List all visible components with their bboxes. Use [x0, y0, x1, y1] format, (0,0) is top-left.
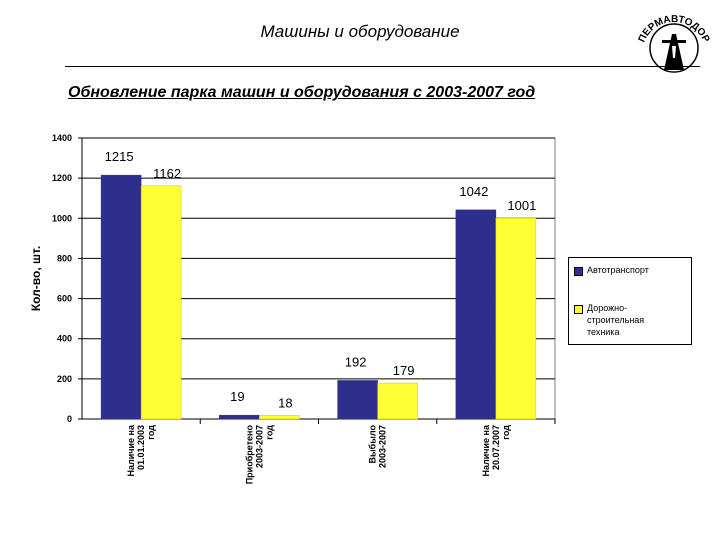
bar-road-machinery-2	[378, 383, 418, 419]
data-label: 1215	[104, 149, 134, 165]
y-tick-label: 200	[56, 373, 72, 384]
bar-autotransport-1	[219, 415, 259, 419]
x-tick-label: Выбыло	[367, 425, 378, 464]
y-tick-label: 800	[56, 253, 72, 264]
bar-road-machinery-3	[496, 218, 536, 419]
y-tick-label: 1000	[51, 213, 72, 224]
y-axis-label: Кол-во, шт.	[29, 245, 43, 312]
x-tick-label: год	[264, 425, 275, 440]
x-tick-label: Наличие на	[480, 425, 491, 477]
bar-road-machinery-0	[141, 186, 181, 419]
x-tick-label: год	[146, 425, 157, 440]
data-label: 179	[392, 363, 415, 379]
data-label: 1042	[459, 183, 489, 199]
legend-label-series-2-line-2: строительная	[587, 315, 645, 325]
x-tick-label: Наличие на	[126, 425, 137, 477]
x-tick-label: Приобретено	[244, 425, 255, 485]
legend-item-series-1	[587, 264, 685, 276]
data-label: 19	[230, 389, 245, 405]
bar-road-machinery-1	[259, 415, 299, 419]
y-tick-label: 400	[56, 333, 72, 344]
data-label: 18	[278, 395, 293, 411]
chart-title: Обновление парка машин и оборудования с 2003-2007 год	[68, 84, 536, 101]
legend-label-series-2-line-3: техника	[587, 327, 620, 337]
data-label: 192	[344, 354, 367, 370]
y-tick-label: 600	[56, 293, 72, 304]
bar-autotransport-3	[456, 210, 496, 419]
x-tick-label: 20.07.2007	[490, 425, 501, 471]
logo-text: ПЕРМАВТОДОР	[636, 13, 712, 45]
legend-item-series-2	[587, 302, 685, 338]
legend-label-series-2-line-1: Дорожно-	[587, 303, 628, 313]
y-tick-label: 0	[66, 414, 72, 424]
x-tick-label: год	[500, 425, 511, 440]
y-tick-label: 1200	[51, 173, 72, 184]
x-tick-label: 2003-2007	[377, 425, 388, 469]
bar-autotransport-2	[338, 380, 378, 419]
x-tick-label: 2003-2007	[254, 425, 265, 469]
y-tick-label: 1400	[51, 133, 72, 143]
legend-label-series-1: Автотранспорт	[587, 265, 649, 275]
legend-swatch-series-2	[574, 305, 583, 314]
bar-autotransport-0	[101, 175, 141, 419]
legend-swatch-series-1	[574, 267, 583, 276]
page-header-title: Машины и оборудование	[260, 22, 460, 41]
x-tick-label: 01.01.2003	[136, 425, 147, 471]
chart-legend	[568, 257, 692, 345]
data-label: 1001	[507, 198, 537, 214]
data-label: 1162	[153, 165, 182, 181]
